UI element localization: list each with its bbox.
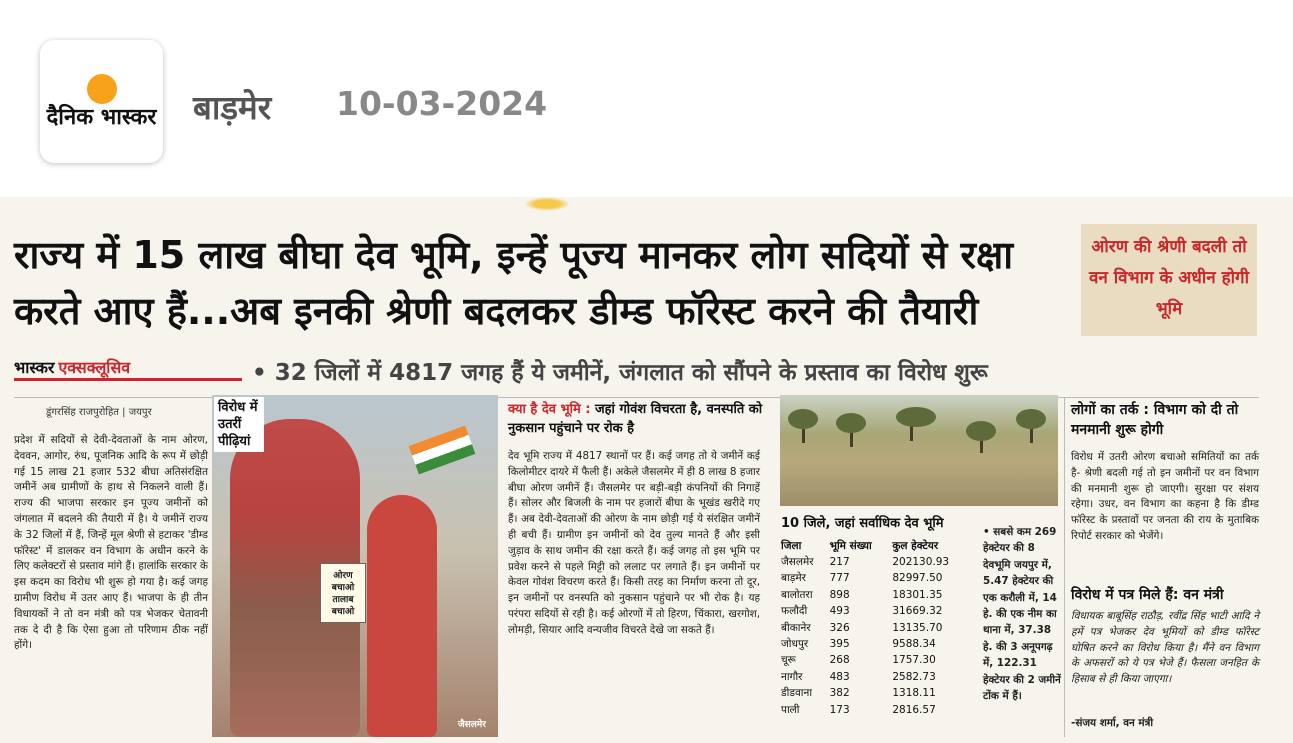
exclusive-tag [14, 355, 242, 381]
column-1-text: प्रदेश में सदियों से देवी-देवताओं के नाम ओरण, देववन, आगोर, रुंध, पूजनिक आदि के रूप में छोड़ी गई 15 लाख 21 हजार 532 बीघा अतिसंरक्षित जमीनें अब ग्रामीणों के हाथ से निकलने वाली हैं। राज्य की भाजपा सरकार इन पूज्य जमीनों को जंगलात में बदलने की तैयारी में है। ये जमीनें राज्य के 32 जिलों में हैं, जिन्हें मूल श्रेणी से हटाकर 'डीम्ड फॉरेस्ट' में डालकर वन विभाग के अधीन करने के लिए कलेक्टरों से प्रस्ताव मांगे हैं। हालांकि सरकार के इस कदम का विरोध भी शुरू हो गया है। कई जगह ग्रामीण विरोध में उतर आए हैं। भाजपा के ही तीन विधायकों ने तो वन मंत्री को पत्र भेजकर चेतावनी तक दे दी है कि ऐसा हुआ तो परिणाम ठीक नहीं होंगे। [14, 434, 208, 652]
table-cell: पाली [781, 703, 800, 716]
table-cell: 202130.93 [892, 556, 950, 568]
column-2-title-rest: जहां गोवंश विचरता है, वनस्पति को नुकसान पहुंचाने पर रोक है [508, 402, 763, 436]
table-row [781, 603, 977, 619]
exclusive-brand: भास्कर [14, 357, 55, 377]
table-row [781, 620, 977, 636]
table-cell: बीकानेर [781, 621, 811, 634]
table-header: भूमि संख्या [829, 540, 872, 552]
logo-sun-icon [87, 74, 117, 104]
district-table [781, 539, 977, 718]
tree-icon [788, 409, 818, 429]
table-cell: नागौर [781, 670, 803, 683]
article-subhead: • 32 जिलों में 4817 जगह हैं ये जमीनें, जंगलात को सौंपने के प्रस्ताव का विरोध शुरू [252, 360, 988, 386]
table-row [781, 685, 977, 701]
table-row [781, 554, 977, 570]
photo-figure [367, 495, 437, 737]
table-cell: बाड़मेर [781, 572, 806, 585]
table-cell: 173 [829, 703, 850, 716]
table-header: जिला [781, 540, 802, 552]
table-row [781, 587, 977, 603]
quote-signature: -संजय शर्मा, वन मंत्री [1071, 717, 1154, 729]
table-header-row [781, 539, 977, 554]
table-cell: 31669.32 [892, 605, 943, 618]
logo-text: दैनिक भास्कर [46, 104, 157, 130]
table-cell: 898 [829, 588, 850, 601]
protest-sign: ओरण बचाओ तालाब बचाओ [320, 563, 366, 623]
table-row [781, 652, 977, 668]
table-note: • सबसे कम 269 हेक्टेयर की 8 देवभूमि जयपुर में, 5.47 हेक्टेयर की एक करौली में, 14 हे. की एक नीम का थाना में, 37.38 हे. की 3 अनूपगढ़ में, 122.31 हेक्टेयर की 2 जमीनें टोंक में हैं। [983, 526, 1061, 703]
table-cell: 382 [829, 687, 850, 700]
table-cell: 268 [829, 654, 850, 667]
tree-icon [966, 421, 996, 441]
protest-photo [212, 395, 498, 737]
table-row [781, 702, 977, 718]
table-cell: जैसलमेर [781, 556, 814, 568]
table-cell: 326 [829, 621, 850, 634]
table-cell: 1757.30 [892, 654, 936, 667]
table-cell: डीडवाना [781, 687, 813, 700]
photo-credit: जैसलमेर [458, 720, 486, 730]
table-title: 10 जिले, जहां सर्वाधिक देव भूमि [781, 516, 944, 531]
table-cell: 18301.35 [892, 588, 943, 601]
table-cell: 9588.34 [892, 638, 936, 651]
table-cell: बालोतरा [781, 588, 813, 601]
divider [14, 397, 1259, 398]
table-row [781, 570, 977, 586]
column-divider [1064, 397, 1065, 737]
tree-icon [836, 413, 866, 433]
flag-icon [409, 426, 476, 475]
edition-name: बाड़मेर [193, 88, 272, 127]
table-cell: 217 [829, 556, 850, 568]
photo-caption-label: विरोध में उतरीं पीढ़ियां [214, 397, 264, 452]
sun-mark-icon [524, 197, 570, 211]
table-row [781, 669, 977, 685]
newspaper-clipping [0, 197, 1293, 743]
edition-date: 10-03-2024 [336, 84, 548, 123]
table-header: कुल हेक्टेयर [892, 540, 939, 552]
byline: डूंगरसिंह राजपुरोहित | जयपुर [46, 407, 152, 418]
table-cell: 1318.11 [892, 687, 936, 700]
column-4b-title: विरोध में पत्र मिले हैं: वन मंत्री [1071, 587, 1224, 603]
column-2-text: देव भूमि राज्य में 4817 स्थानों पर हैं। कई जगह तो ये जमीनें कई किलोमीटर दायरे में फैली हैं। अकेले जैसलमेर में ही 8 लाख 8 हजार बीघा ओरण जमीनें हैं। जैसलमेर पर बड़ी-बड़ी कंपनियों की निगाहें हैं। सोलर और बिजली के नाम पर हजारों बीघा के भूखंड खरीदे गए हैं। अब देवी-देवताओं की ओरण के नाम छोड़ी गई ये संरक्षित जमीनें ही बची हैं। ग्रामीण इन जमीनों को देव तुल्य मानते हैं और इसी जुड़ाव के साथ जमीन की रक्षा करते हैं। कई जगह तो इस भूमि पर प्रवेश करने से पहले मिट्टी को ललाट पर लगाते हैं। इन जमीनों पर केवल गोवंश विचरण करते हैं। किसी तरह का निर्माण करना तो दूर, इन जमीनों पर वनस्पति को नुकसान पहुंचाने पर भी रोक है। यह परंपरा सदियों से रही है। कई ओरणों में तो हिरण, चिंकारा, खरगोश, लोमड़ी, सियार आदि वन्यजीव विचरते देखे जा सकते हैं। [508, 450, 760, 636]
app-logo[interactable] [40, 40, 163, 163]
table-row [781, 636, 977, 652]
landscape-photo [780, 395, 1058, 506]
table-cell: फलौदी [781, 605, 808, 618]
side-callout: ओरण की श्रेणी बदली तो वन विभाग के अधीन होगी भूमि [1081, 224, 1257, 336]
column-2-title [508, 400, 763, 438]
table-cell: 777 [829, 572, 850, 585]
column-4-text: विरोध में उतरी ओरण बचाओ समितियों का तर्क है- श्रेणी बदली गई तो इन जमीनों पर वन विभाग की मनमानी शुरू हो जाएगी। सुरक्षा पर संशय रहेगा। उधर, वन विभाग का कहना है कि डीम्ड फॉरेस्ट के प्रस्तावों पर जनता की राय के मुताबिक रिपोर्ट सरकार को भेजेंगे। [1071, 451, 1259, 542]
column-4b-text: विधायक बाबूसिंह राठौड़, रवींद्र सिंह भाटी आदि ने हमें पत्र भेजकर देव भूमियों को डीम्ड फॉरेस्ट घोषित करने का विरोध किया है। मैंने वन विभाग के अफसरों को ये पत्र भेजे हैं। फैसला जनहित के हिसाब से ही किया जाएगा। [1071, 610, 1259, 686]
column-4-title: लोगों का तर्क : विभाग को दी तो मनमानी शुरू होगी [1071, 402, 1239, 438]
table-cell: 2582.73 [892, 670, 936, 683]
table-cell: 82997.50 [892, 572, 943, 585]
table-cell: 483 [829, 670, 850, 683]
column-2-title-lead: क्या है देव भूमि : [508, 402, 591, 417]
exclusive-label: एक्सक्लूसिव [58, 357, 131, 377]
tree-icon [1016, 409, 1046, 429]
table-cell: 493 [829, 605, 850, 618]
tree-icon [896, 407, 936, 427]
table-cell: चूरू [781, 654, 796, 667]
table-cell: जोधपुर [781, 638, 809, 651]
table-cell: 395 [829, 638, 850, 651]
article-headline: राज्य में 15 लाख बीघा देव भूमि, इन्हें पूज्य मानकर लोग सदियों से रक्षा करते आए हैं...अब इनकी श्रेणी बदलकर डीम्ड फॉरेस्ट करने की तैयारी [14, 233, 1014, 333]
table-cell: 13135.70 [892, 621, 943, 634]
table-cell: 2816.57 [892, 703, 936, 716]
